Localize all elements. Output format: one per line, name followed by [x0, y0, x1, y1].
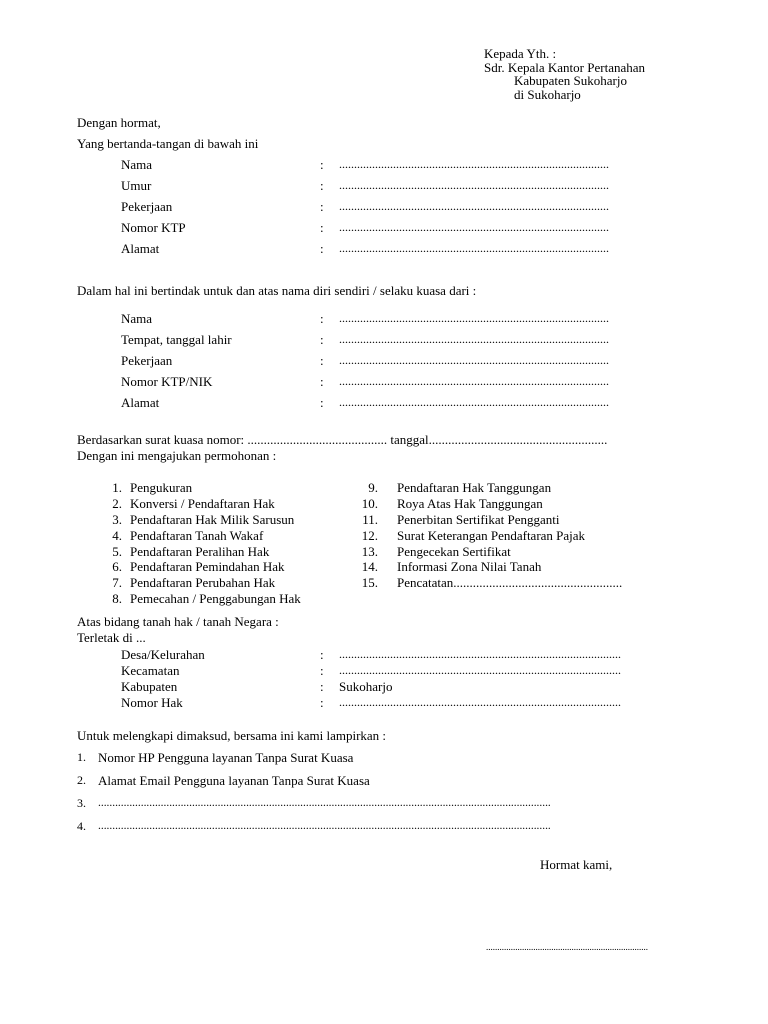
service-item[interactable]: Pendaftaran Tanah Wakaf — [130, 528, 264, 543]
service-item[interactable]: Pemecahan / Penggabungan Hak — [130, 591, 301, 606]
service-item[interactable]: Pendaftaran Peralihan Hak — [130, 544, 270, 559]
greeting: Dengan hormat, — [77, 115, 161, 130]
attachment-number: 2. — [77, 773, 86, 787]
power-of-attorney-line[interactable]: Berdasarkan surat kuasa nomor: ........................................... tanggal....................................................... — [77, 432, 608, 447]
attachment-item[interactable]: ............................................................................................................................................................... — [98, 797, 551, 809]
regency-value: Sukoharjo — [339, 679, 393, 694]
principal-birth-field[interactable]: .......................................................................................... — [339, 332, 609, 346]
principal-ktp-field[interactable]: .......................................................................................... — [339, 374, 609, 388]
principal-occupation-field[interactable]: .......................................................................................... — [339, 353, 609, 367]
colon: : — [320, 395, 324, 410]
colon: : — [320, 157, 324, 172]
request-intro: Dengan ini mengajukan permohonan : — [77, 448, 277, 463]
applicant-ktp-field[interactable]: .......................................................................................... — [339, 220, 609, 234]
intro-text: Yang bertanda-tangan di bawah ini — [77, 136, 259, 151]
attachments-intro: Untuk melengkapi dimaksud, bersama ini kami lampirkan : — [77, 728, 387, 743]
principal-occupation-label: Pekerjaan — [121, 353, 173, 368]
service-number: 13. — [361, 544, 378, 559]
service-item[interactable]: Pengecekan Sertifikat — [397, 544, 511, 559]
recipient-line-3: Kabupaten Sukoharjo — [514, 73, 628, 88]
principal-address-field[interactable]: .......................................................................................... — [339, 395, 609, 409]
service-number: 6. — [112, 559, 122, 574]
applicant-name-label: Nama — [121, 157, 153, 172]
service-item[interactable]: Pendaftaran Perubahan Hak — [130, 575, 276, 590]
service-item[interactable]: Pendaftaran Hak Milik Sarusun — [130, 512, 295, 527]
colon: : — [320, 663, 324, 678]
recipient-line-4: di Sukoharjo — [514, 87, 581, 102]
attachment-number: 4. — [77, 819, 86, 833]
recipient-line-1: Kepada Yth. : — [484, 46, 557, 61]
acting-text: Dalam hal ini bertindak untuk dan atas nama diri sendiri / selaku kuasa dari : — [77, 283, 477, 298]
colon: : — [320, 679, 324, 694]
service-item[interactable]: Surat Keterangan Pendaftaran Pajak — [397, 528, 586, 543]
applicant-address-field[interactable]: .......................................................................................... — [339, 241, 609, 255]
colon: : — [320, 311, 324, 326]
service-number: 8. — [112, 591, 122, 606]
village-field[interactable]: .............................................................................................. — [339, 647, 621, 661]
service-item[interactable]: Konversi / Pendaftaran Hak — [130, 496, 275, 511]
location-intro: Terletak di ... — [77, 630, 146, 645]
applicant-address-label: Alamat — [121, 241, 160, 256]
service-number: 3. — [112, 512, 122, 527]
service-item[interactable]: Pengukuran — [130, 480, 193, 495]
regency-label: Kabupaten — [121, 679, 178, 694]
applicant-age-field[interactable]: .......................................................................................... — [339, 178, 609, 192]
service-item[interactable]: Roya Atas Hak Tanggungan — [397, 496, 543, 511]
service-number: 12. — [361, 528, 378, 543]
district-field[interactable]: .............................................................................................. — [339, 663, 621, 677]
applicant-age-label: Umur — [121, 178, 152, 193]
principal-name-field[interactable]: .......................................................................................... — [339, 311, 609, 325]
applicant-name-field[interactable]: .......................................................................................... — [339, 157, 609, 171]
principal-address-label: Alamat — [121, 395, 160, 410]
service-number: 14. — [361, 559, 378, 574]
recipient-line-2: Sdr. Kepala Kantor Pertanahan — [484, 60, 646, 75]
colon: : — [320, 332, 324, 347]
service-item[interactable]: Informasi Zona Nilai Tanah — [397, 559, 542, 574]
land-intro: Atas bidang tanah hak / tanah Negara : — [77, 614, 279, 629]
service-number: 11. — [362, 512, 378, 527]
colon: : — [320, 220, 324, 235]
principal-ktp-label: Nomor KTP/NIK — [121, 374, 213, 389]
attachment-item: Alamat Email Pengguna layanan Tanpa Surat Kuasa — [98, 773, 370, 788]
service-item[interactable]: Pendaftaran Pemindahan Hak — [130, 559, 285, 574]
service-number: 1. — [112, 480, 122, 495]
attachment-number: 3. — [77, 796, 86, 810]
service-number: 9. — [368, 480, 378, 495]
service-number: 10. — [361, 496, 378, 511]
service-item[interactable]: Penerbitan Sertifikat Pengganti — [397, 512, 560, 527]
service-item[interactable]: Pendaftaran Hak Tanggungan — [397, 480, 552, 495]
colon: : — [320, 374, 324, 389]
applicant-occupation-field[interactable]: .......................................................................................... — [339, 199, 609, 213]
colon: : — [320, 241, 324, 256]
service-item[interactable]: Pencatatan.................................................... — [397, 575, 623, 590]
village-label: Desa/Kelurahan — [121, 647, 205, 662]
signature-line[interactable]: ........................................................................ — [486, 942, 648, 952]
attachment-number: 1. — [77, 750, 86, 764]
colon: : — [320, 199, 324, 214]
applicant-ktp-label: Nomor KTP — [121, 220, 186, 235]
principal-birth-label: Tempat, tanggal lahir — [121, 332, 232, 347]
district-label: Kecamatan — [121, 663, 180, 678]
closing-text: Hormat kami, — [540, 857, 613, 872]
service-number: 5. — [112, 544, 122, 559]
colon: : — [320, 647, 324, 662]
right-number-label: Nomor Hak — [121, 695, 183, 710]
service-number: 7. — [112, 575, 122, 590]
colon: : — [320, 353, 324, 368]
principal-name-label: Nama — [121, 311, 153, 326]
service-number: 15. — [361, 575, 378, 590]
service-number: 2. — [112, 496, 122, 511]
attachment-item: Nomor HP Pengguna layanan Tanpa Surat Kuasa — [98, 750, 354, 765]
colon: : — [320, 695, 324, 710]
service-number: 4. — [112, 528, 122, 543]
right-number-field[interactable]: .............................................................................................. — [339, 695, 621, 709]
applicant-occupation-label: Pekerjaan — [121, 199, 173, 214]
colon: : — [320, 178, 324, 193]
attachment-item[interactable]: ............................................................................................................................................................... — [98, 820, 551, 832]
